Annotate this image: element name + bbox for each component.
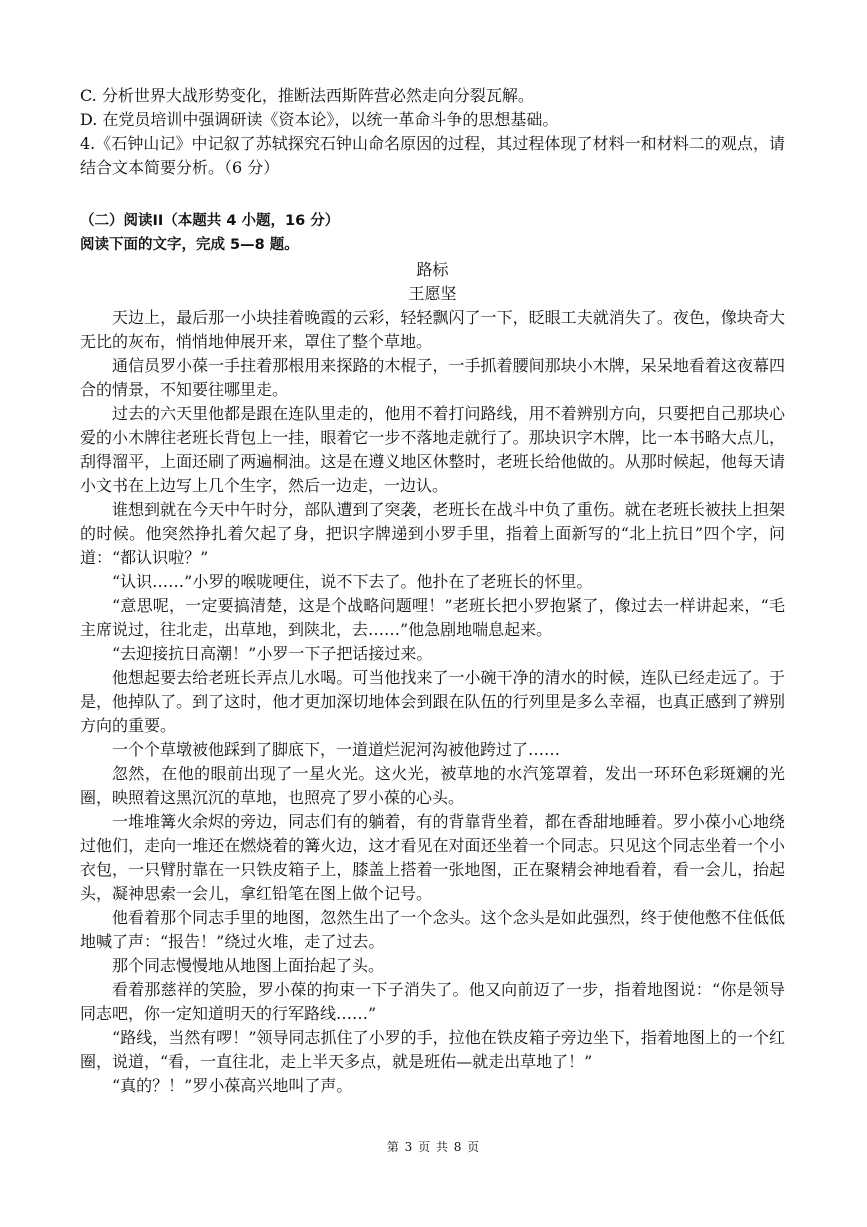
article-paragraph: 谁想到就在今天中午时分，部队遭到了突袭，老班长在战斗中负了重伤。就在老班长被扶上担架的时候。他突然挣扎着欠起了身，把识字牌递到小罗手里，指着上面新写的“北上抗日”四个字，问道：“都认识啦？”	[80, 500, 785, 567]
article-paragraph: “去迎接抗日高潮！”小罗一下子把话接过来。	[112, 644, 433, 663]
article-paragraph: 看着那慈祥的笑脸，罗小葆的拘束一下子消失了。他又向前迈了一步，指着地图说：“你是领导同志吧，你一定知道明天的行军路线……”	[80, 980, 785, 1023]
article-author: 王愿坚	[408, 284, 457, 303]
article	[80, 258, 785, 1098]
article-paragraph: “意思呢，一定要搞清楚，这是个战略问题哩！”老班长把小罗抱紧了，像过去一样讲起来，“毛主席说过，往北走，出草地，到陕北，去……”他急剧地喘息起来。	[80, 596, 785, 639]
article-paragraph: 一堆堆篝火余烬的旁边，同志们有的躺着，有的背靠背坐着，都在香甜地睡着。罗小葆小心地绕过他们，走向一堆还在燃烧着的篝火边，这才看见在对面还坐着一个同志。只见这个同志坐着一个小衣包，一只臂肘靠在一只铁皮箱子上，膝盖上搭着一张地图，正在聚精会神地看着，看一会儿，抬起头，凝神思索一会儿，拿红铅笔在图上做个记号。	[80, 812, 785, 903]
option-d: D. 在党员培训中强调研读《资本论》，以统一革命斗争的思想基础。	[80, 110, 559, 129]
article-paragraph: “路线，当然有啰！”领导同志抓住了小罗的手，拉他在铁皮箱子旁边坐下，指着地图上的一个红圈，说道，“看，一直往北，走上半天多点，就是班佑—就走出草地了！”	[80, 1028, 785, 1071]
section-2-instruction: 阅读下面的文字，完成 5—8 题。	[80, 237, 299, 253]
article-paragraph: 他想起要去给老班长弄点儿水喝。可当他找来了一小碗干净的清水的时候，连队已经走远了。于是，他掉队了。到了这时，他才更加深切地体会到跟在队伍的行列里是多么幸福，也真正感到了辨别方向的重要。	[80, 668, 785, 735]
question-4-text: 4.《石钟山记》中记叙了苏轼探究石钟山命名原因的过程，其过程体现了材料一和材料二的观点，请结合文本简要分析。（6 分）	[80, 134, 785, 177]
article-paragraph: 那个同志慢慢地从地图上面抬起了头。	[112, 956, 385, 975]
article-paragraph: 一个个草墩被他踩到了脚底下，一道道烂泥河沟被他跨过了……	[112, 740, 561, 759]
option-c: C. 分析世界大战形势变化，推断法西斯阵营必然走向分裂瓦解。	[80, 86, 534, 105]
question-3-options	[80, 84, 785, 132]
article-title: 路标	[416, 260, 449, 279]
article-paragraph: “真的？！”罗小葆高兴地叫了声。	[112, 1076, 353, 1095]
article-paragraph: 忽然，在他的眼前出现了一星火光。这火光，被草地的水汽笼罩着，发出一环环色彩斑斓的光圈，映照着这黑沉沉的草地，也照亮了罗小葆的心头。	[80, 764, 785, 807]
article-paragraph: “认识……”小罗的喉咙哽住，说不下去了。他扑在了老班长的怀里。	[112, 572, 593, 591]
page-footer: 第 3 页 共 8 页	[386, 1140, 481, 1154]
question-4	[80, 132, 785, 180]
article-paragraph: 过去的六天里他都是跟在连队里走的，他用不着打问路线，用不着辨别方向，只要把自己那块心爱的小木牌往老班长背包上一挂，眼着它一步不落地走就行了。那块识字木牌，比一本书略大点儿，刮得溜平，上面还刷了两遍桐油。这是在遵义地区休整时，老班长给他做的。从那时候起，他每天请小文书在上边写上几个生字，然后一边走，一边认。	[80, 404, 785, 495]
article-paragraph: 天边上，最后那一小块挂着晚霞的云彩，轻轻飘闪了一下，眨眼工夫就消失了。夜色，像块奇大无比的灰布，悄悄地伸展开来，罩住了整个草地。	[80, 308, 785, 351]
article-paragraph: 他看着那个同志手里的地图，忽然生出了一个念头。这个念头是如此强烈，终于使他憋不住低低地喊了声：“报告！”绕过火堆，走了过去。	[80, 908, 785, 951]
section-2-header-block	[80, 209, 785, 257]
article-paragraph: 通信员罗小葆一手拄着那根用来探路的木棍子，一手抓着腰间那块小木牌，呆呆地看着这夜幕四合的情景，不知要往哪里走。	[80, 356, 785, 399]
section-2-header: （二）阅读II（本题共 4 小题，16 分）	[80, 213, 340, 229]
